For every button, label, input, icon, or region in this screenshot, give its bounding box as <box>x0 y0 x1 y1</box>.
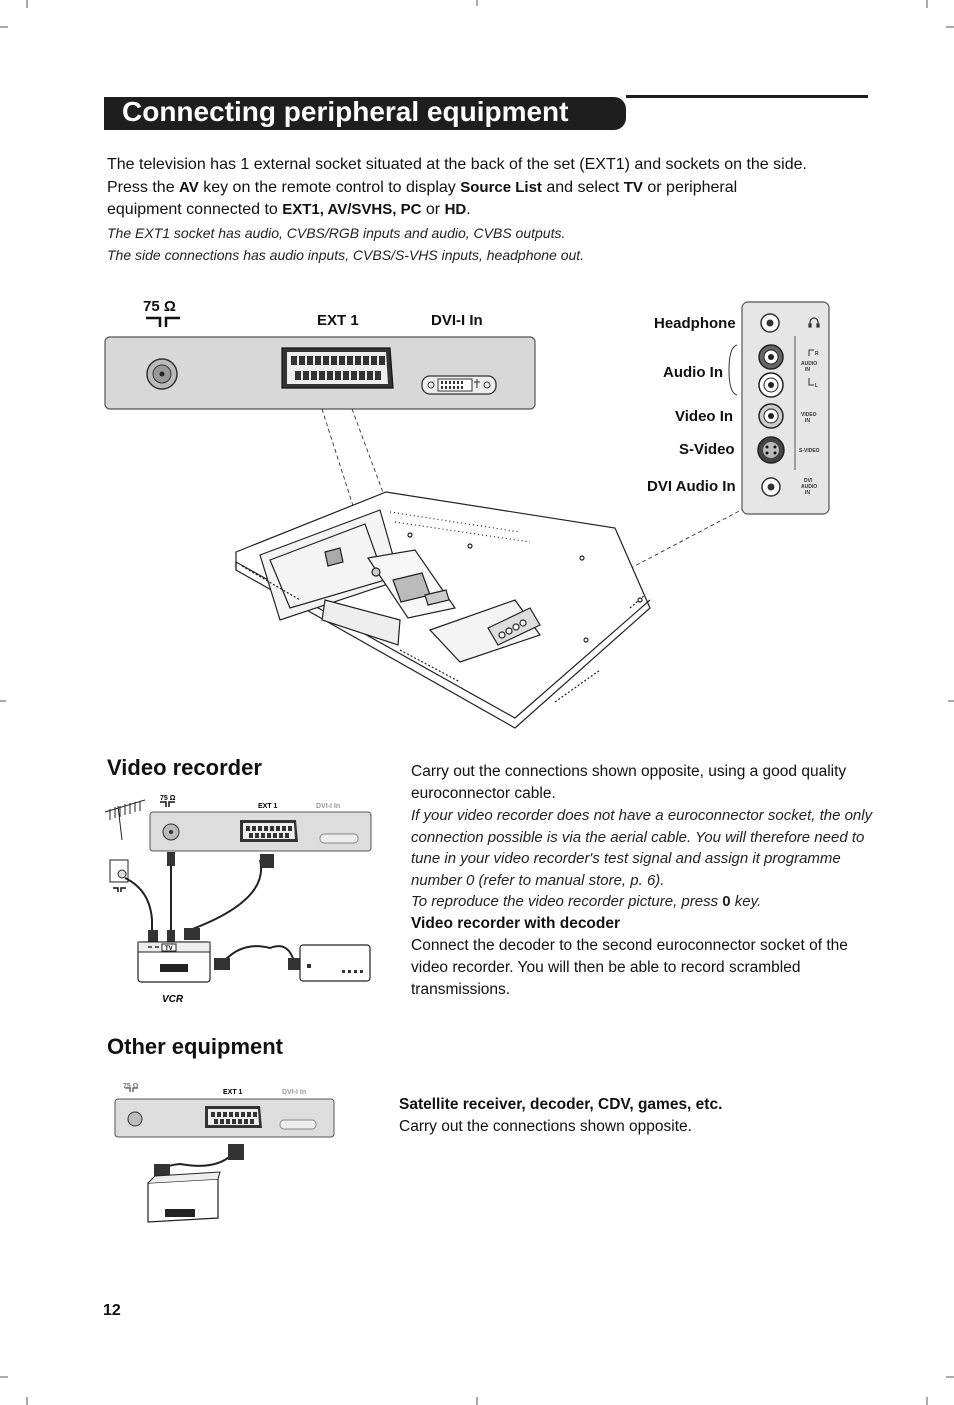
zero-key: 0 <box>722 893 731 910</box>
vcr-dvi-label: DVI-I In <box>316 803 341 810</box>
intro-text-fragment: . <box>466 201 471 218</box>
video-recorder-text <box>411 761 881 1001</box>
tv-key: TV <box>623 178 643 196</box>
vr-decoder-heading: Video recorder with decoder <box>411 914 621 932</box>
oe-ant-label: 75 Ω <box>123 1083 139 1090</box>
tiny-video-label: VIDEO <box>801 412 817 418</box>
intro-italic-1: The EXT1 socket has audio, CVBS/RGB inputs and audio, CVBS outputs. <box>107 224 566 241</box>
page-title: Connecting peripheral equipment <box>122 96 569 127</box>
side-panel <box>742 302 829 514</box>
vr-italic-2 <box>411 891 881 913</box>
tiny-in2-label: IN <box>805 490 810 496</box>
antenna-socket <box>147 359 177 389</box>
tiny-r-label: R <box>815 351 819 357</box>
tv-back-illustration <box>236 492 650 728</box>
vr-italic-1: If your video recorder does not have a euroconnector socket, the only connection possible is via the aerial cable. You will therefore need to tune in your video recorder's test signal and assign it programme number 0 (refer to manual store, p. 6). <box>411 807 873 889</box>
intro-text-fragment: or peripheral <box>642 178 738 196</box>
oe-dvi-label: DVI-I In <box>282 1089 307 1096</box>
headphone-socket <box>761 314 779 332</box>
av-key: AV <box>179 178 199 196</box>
dvi-socket <box>422 376 496 394</box>
oe-ext1-label: EXT 1 <box>223 1089 243 1096</box>
tiny-l-label: L <box>815 383 819 389</box>
tiny-dvi-label: DVI <box>804 478 813 484</box>
intro-text-fragment: equipment connected to <box>107 201 283 218</box>
intro-text-fragment: and select <box>541 178 624 196</box>
headphone-label: Headphone <box>654 315 736 332</box>
s-video-socket <box>758 437 784 463</box>
intro-italic-2: The side connections has audio inputs, CVBS/S-VHS inputs, headphone out. <box>107 247 585 263</box>
vr-italic-fragment: key. <box>730 893 762 910</box>
other-equipment-text <box>399 1094 879 1138</box>
audio-l-socket <box>759 373 783 397</box>
tiny-audio-label: AUDIO <box>801 361 818 367</box>
video-recorder-diagram <box>100 790 380 1010</box>
scart-socket <box>282 348 393 388</box>
s-video-label: S-Video <box>679 441 735 458</box>
video-in-label: Video In <box>675 408 734 425</box>
audio-in-label: Audio In <box>663 364 723 381</box>
input-list: EXT1, AV/SVHS, PC <box>282 201 422 218</box>
page-number: 12 <box>103 1302 121 1319</box>
vr-paragraph-2: Connect the decoder to the second euroconnector socket of the video recorder. You will then be able to record scrambled transmissions. <box>411 936 848 998</box>
intro-line-1: The television has 1 external socket situated at the back of the set (EXT1) and sockets on the side. <box>107 156 807 173</box>
intro-text-fragment: key on the remote control to display <box>198 178 461 196</box>
video-in-socket <box>759 404 783 428</box>
antenna-icon <box>146 318 180 327</box>
vr-paragraph-1: Carry out the connections shown opposite, using a good quality euroconnector cable. <box>411 763 847 802</box>
source-list-label: Source List <box>460 178 542 196</box>
vcr-tv-label: TV <box>165 946 173 952</box>
oe-paragraph: Carry out the connections shown opposite. <box>399 1118 692 1135</box>
tiny-in-label: IN <box>805 367 810 373</box>
vcr-ext1-label: EXT 1 <box>258 803 278 810</box>
intro-text <box>107 154 847 267</box>
dvi-audio-socket <box>762 478 780 496</box>
tiny-audio2-label: AUDIO <box>801 484 818 490</box>
intro-text-fragment: or <box>421 201 445 218</box>
dvi-audio-in-label: DVI Audio In <box>647 478 736 495</box>
vr-italic-fragment: To reproduce the video recorder picture, press <box>411 893 723 910</box>
vcr-label: VCR <box>162 994 184 1005</box>
title-rule <box>626 95 868 98</box>
tv-connection-diagram <box>100 290 840 740</box>
hd-key: HD <box>444 201 467 218</box>
tiny-video-in-label: IN <box>805 418 810 424</box>
other-equipment-diagram <box>110 1076 340 1231</box>
oe-sub-heading: Satellite receiver, decoder, CDV, games, etc. <box>399 1096 723 1113</box>
audio-r-socket <box>759 345 783 369</box>
intro-line-2 <box>107 177 847 200</box>
video-recorder-heading: Video recorder <box>107 755 262 780</box>
antenna-label: 75 Ω <box>143 298 176 315</box>
intro-line-3 <box>107 199 847 222</box>
vcr-ant-label: 75 Ω <box>160 795 176 802</box>
dvi-label: DVI-I In <box>431 312 483 329</box>
ext1-label: EXT 1 <box>317 312 359 329</box>
tiny-svideo-label: S-VIDEO <box>799 448 820 454</box>
other-equipment-heading: Other equipment <box>107 1034 284 1059</box>
intro-text-fragment: Press the <box>107 178 180 196</box>
